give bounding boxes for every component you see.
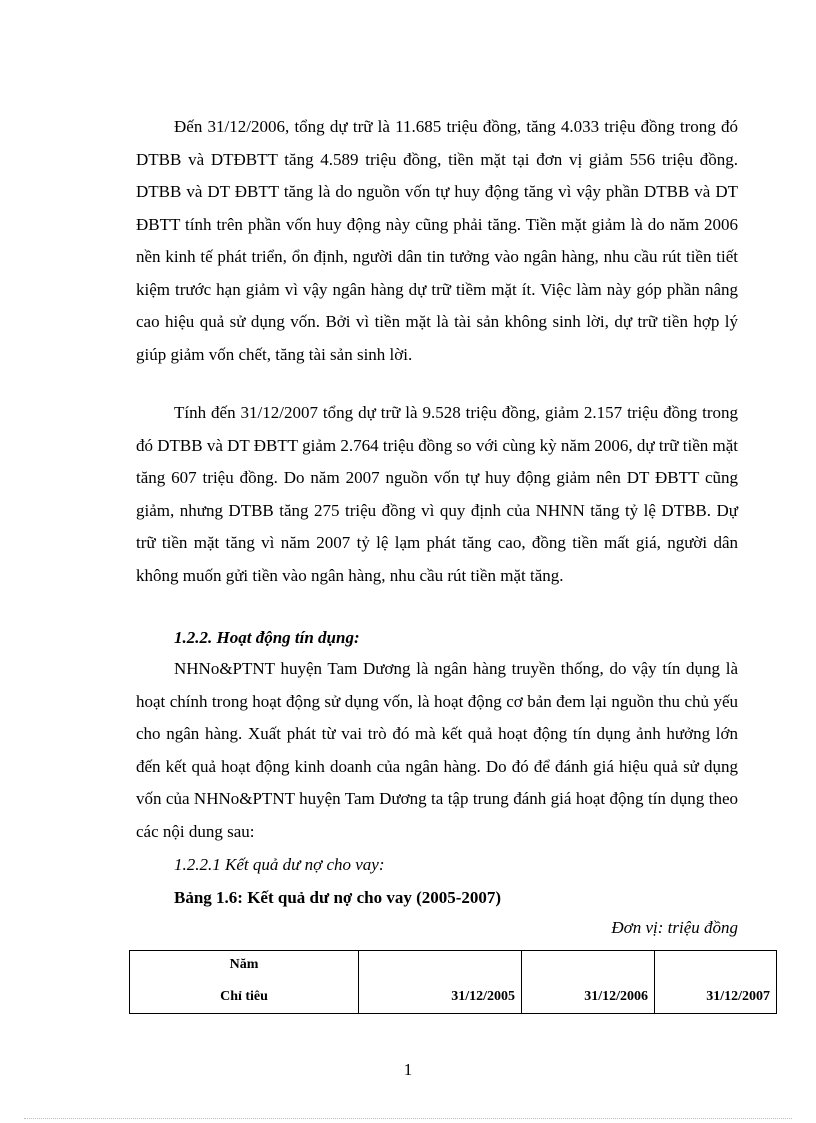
- section-heading-credit-activity: 1.2.2. Hoạt động tín dụng:: [174, 628, 360, 647]
- page-bottom-divider: [24, 1118, 792, 1119]
- unit-note: Đơn vị: triệu đồng: [611, 918, 738, 937]
- page-number: 1: [403, 1060, 413, 1079]
- corner-label-year: Năm: [229, 957, 259, 972]
- column-header-2005: 31/12/2005: [359, 951, 522, 1014]
- paragraph-reserves-2006: Đến 31/12/2006, tổng dự trữ là 11.685 triệu đồng, tăng 4.033 triệu đồng trong đó DTBB và DTĐBTT tăng 4.589 triệu đồng, tiền mặt tại đơn vị giảm 556 triệu đồng. DTBB và DT ĐBTT tăng là do nguồn vốn tự huy động tăng vì vậy phần DTBB và DT ĐBTT tính trên phần vốn huy động này cũng phải tăng. Tiền mặt giảm là do năm 2006 nền kinh tế phát triển, ổn định, người dân tin tưởng vào ngân hàng, nhu cầu rút tiền tiết kiệm trước hạn giảm vì vậy ngân hàng dự trữ tiềm mặt ít. Việc làm này góp phần nâng cao hiệu quả sử dụng vốn. Bởi vì tiền mặt là tài sản không sinh lời, dự trữ tiền hợp lý giúp giảm vốn chết, tăng tài sản sinh lời.: [136, 117, 738, 364]
- paragraph-credit-activity: NHNo&PTNT huyện Tam Dương là ngân hàng truyền thống, do vậy tín dụng là hoạt chính trong hoạt động sử dụng vốn, là hoạt động cơ bản đem lại nguồn thu chủ yếu cho ngân hàng. Xuất phát từ vai trò đó mà kết quả hoạt động tín dụng ảnh hưởng lớn đến kết quả hoạt động kinh doanh của ngân hàng. Do đó để đánh giá hiệu quả sử dụng vốn của NHNo&PTNT huyện Tam Dương ta tập trung đánh giá hoạt động tín dụng theo các nội dung sau:: [136, 659, 738, 841]
- table-corner-cell: [130, 951, 359, 1014]
- loan-results-table: [129, 950, 777, 1014]
- column-header-2007: 31/12/2007: [655, 951, 777, 1014]
- column-header-2006: 31/12/2006: [522, 951, 655, 1014]
- table-caption: Bảng 1.6: Kết quả dư nợ cho vay (2005-2007): [174, 888, 502, 907]
- subsection-heading-loan-results: 1.2.2.1 Kết quả dư nợ cho vay:: [174, 855, 385, 874]
- paragraph-reserves-2007: Tính đến 31/12/2007 tổng dự trữ là 9.528 triệu đồng, giảm 2.157 triệu đồng trong đó DTBB và DT ĐBTT giảm 2.764 triệu đồng so với cùng kỳ năm 2006, dự trữ tiền mặt tăng 607 triệu đồng. Do năm 2007 nguồn vốn tự huy động giảm nên DT ĐBTT cũng giảm, nhưng DTBB tăng 275 triệu đồng vì quy định của NHNN tăng tỷ lệ DTBB. Dự trữ tiền mặt tăng vì năm 2007 tỷ lệ lạm phát tăng cao, đồng tiền mất giá, người dân không muốn gửi tiền vào ngân hàng, nhu cầu rút tiền mặt tăng.: [136, 403, 738, 585]
- table-header-row: [130, 951, 777, 1014]
- corner-label-indicator: Chỉ tiêu: [220, 989, 268, 1004]
